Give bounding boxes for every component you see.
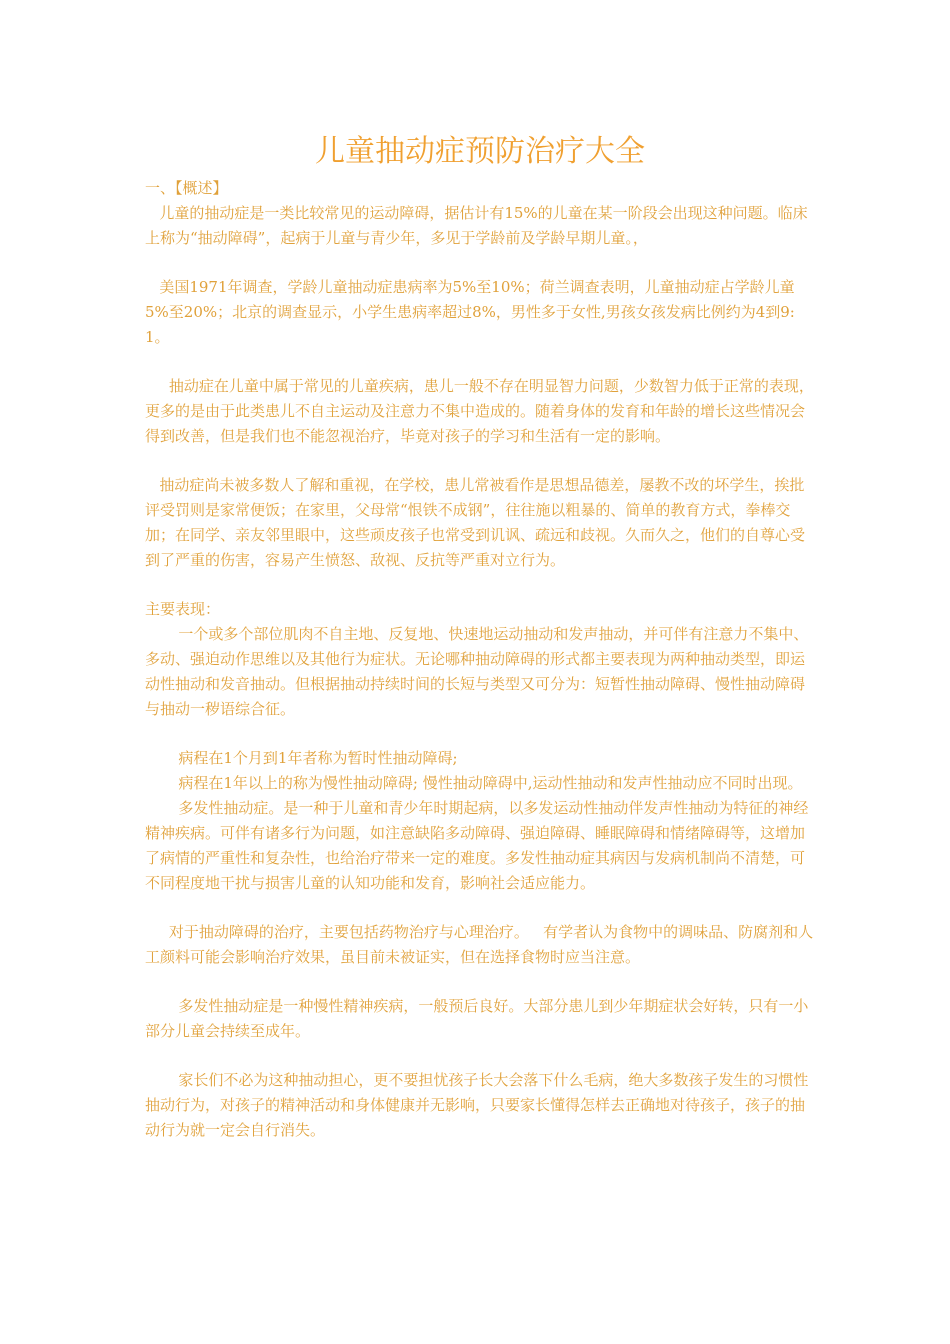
paragraph-overview: 儿童的抽动症是一类比较常见的运动障碍，据估计有15%的儿童在某一阶段会出现这种问题。临床上称为“抽动障碍”，起病于儿童与青少年，多见于学龄前及学龄早期儿童。，: [145, 204, 808, 247]
paragraph-misunderstanding: 抽动症尚未被多数人了解和重视，在学校，患儿常被看作是思想品德差，屡教不改的坏学生，挨批评受罚则是家常便饭；在家里，父母常“恨铁不成钢”，往往施以粗暴的、简单的教育方式，拳棒交加；在同学、亲友邻里眼中，这些顽皮孩子也常受到讥讽、疏远和歧视。久而久之，他们的自尊心受到了严重的伤害，容易产生愤怒、敌视、反抗等严重对立行为。: [145, 476, 806, 569]
paragraph-prognosis: 多发性抽动症是一种慢性精神疾病，一般预后良好。大部分患儿到少年期症状会好转，只有一小部分儿童会持续至成年。: [145, 997, 809, 1040]
paragraph-common-disease: 抽动症在儿童中属于常见的儿童疾病，患儿一般不存在明显智力问题，少数智力低于正常的表现，更多的是由于此类患儿不自主运动及注意力不集中造成的。随着身体的发育和年龄的增长这些情况会得到改善，但是我们也不能忽视治疗，毕竟对孩子的学习和生活有一定的影响。: [145, 377, 814, 445]
paragraph-tourette: 多发性抽动症。是一种于儿童和青少年时期起病，以多发运动性抽动伴发声性抽动为特征的神经精神疾病。可伴有诸多行为问题，如注意缺陷多动障碍、强迫障碍、睡眠障碍和情绪障碍等，这增加了病情的严重性和复杂性，也给治疗带来一定的难度。多发性抽动症其病因与发病机制尚不清楚，可不同程度地干扰与损害儿童的认知功能和发育，影响社会适应能力。: [145, 799, 809, 892]
spacer: [145, 970, 815, 994]
paragraph-symptoms: 一个或多个部位肌肉不自主地、反复地、快速地运动抽动和发声抽动，并可伴有注意力不集中、多动、强迫动作思维以及其他行为症状。无论哪种抽动障碍的形式都主要表现为两种抽动类型，即运动性抽动和发音抽动。但根据抽动持续时间的长短与类型又可分为：短暂性抽动障碍、慢性抽动障碍 与抽动一秽语综合征。: [145, 625, 825, 718]
spacer: [145, 722, 815, 746]
paragraph-parent-advice: 家长们不必为这种抽动担心，更不要担忧孩子长大会落下什么毛病，绝大多数孩子发生的习惯性抽动行为，对孩子的精神活动和身体健康并无影响，只要家长懂得怎样去正确地对待孩子，孩子的抽动行为就一定会自行消失。: [145, 1071, 809, 1139]
spacer: [145, 251, 815, 275]
spacer: [145, 1044, 815, 1068]
paragraph-chronic-tic: 病程在1年以上的称为慢性抽动障碍; 慢性抽动障碍中,运动性抽动和发声性抽动应不同时出现。: [145, 774, 803, 792]
main-symptoms-label: 主要表现：: [145, 600, 221, 618]
paragraph-transient-tic: 病程在1个月到1年者称为暂时性抽动障碍;: [145, 749, 458, 767]
spacer: [145, 350, 815, 374]
spacer: [145, 449, 815, 473]
paragraph-statistics: 美国1971年调查，学龄儿童抽动症患病率为5%至10%；荷兰调查表明，儿童抽动症占学龄儿童5%至20%；北京的调查显示，小学生患病率超过8%，男性多于女性,男孩女孩发病比例约为4到9:1。: [145, 278, 795, 346]
document-body: [145, 130, 825, 1143]
spacer: [145, 896, 815, 920]
spacer: [145, 573, 815, 597]
document-title: 儿童抽动症预防治疗大全: [315, 134, 645, 169]
paragraph-treatment: 对于抽动障碍的治疗，主要包括药物治疗与心理治疗。 有学者认为食物中的调味品、防腐剂和人工颜料可能会影响治疗效果，虽目前未被证实，但在选择食物时应当注意。: [145, 923, 814, 966]
section-heading: 一、【概述】: [145, 179, 228, 197]
